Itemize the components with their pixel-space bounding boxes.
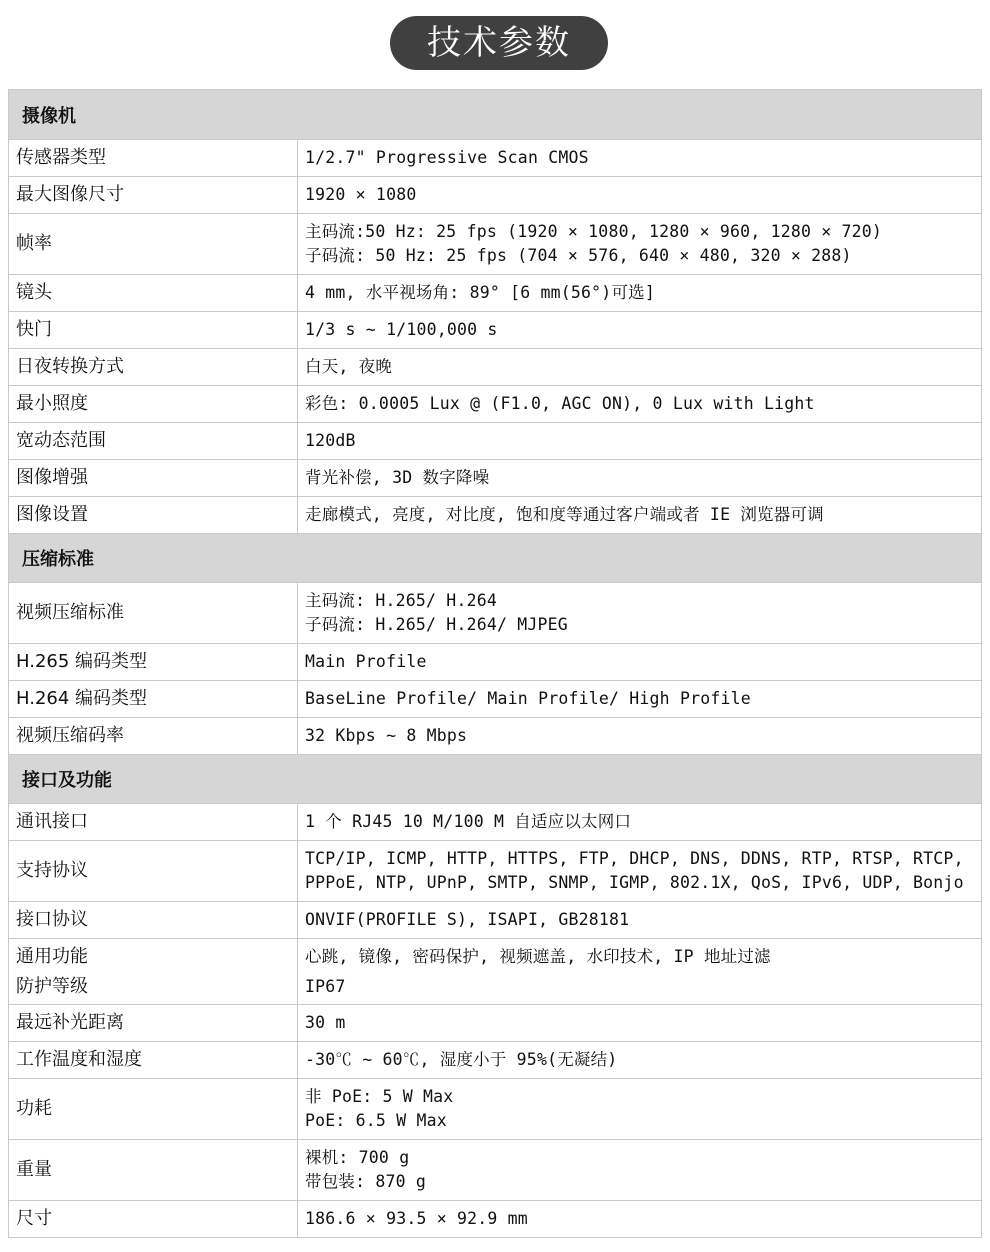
param-value <box>298 275 982 312</box>
param-name-line: 重量 <box>16 1159 52 1180</box>
param-name <box>9 386 298 423</box>
param-name <box>9 1140 298 1201</box>
param-value-line: 1/2.7" Progressive Scan CMOS <box>305 148 589 167</box>
table-row <box>9 681 982 718</box>
param-value-line: 子码流: H.265/ H.264/ MJPEG <box>305 615 568 634</box>
table-row <box>9 460 982 497</box>
table-row <box>9 1140 982 1201</box>
param-value <box>298 386 982 423</box>
table-row <box>9 1079 982 1140</box>
param-value-line: 带包装: 870 g <box>305 1172 427 1191</box>
param-name <box>9 497 298 534</box>
param-value-line: Main Profile <box>305 652 427 671</box>
param-value-line: 32 Kbps ~ 8 Mbps <box>305 726 468 745</box>
param-name <box>9 1079 298 1140</box>
param-name <box>9 423 298 460</box>
param-value <box>298 460 982 497</box>
param-name <box>9 214 298 275</box>
param-name <box>9 804 298 841</box>
param-value <box>298 177 982 214</box>
param-value <box>298 1140 982 1201</box>
param-value-line: 1/3 s ~ 1/100,000 s <box>305 320 498 339</box>
section-title: 压缩标准 <box>9 534 982 583</box>
param-name-line: 图像增强 <box>16 467 88 488</box>
param-name-line: 宽动态范围 <box>16 430 106 451</box>
param-name <box>9 681 298 718</box>
param-name <box>9 1201 298 1238</box>
param-value <box>298 1005 982 1042</box>
param-name-line: 图像设置 <box>16 504 88 525</box>
param-name <box>9 1005 298 1042</box>
param-name-line: H.264 编码类型 <box>16 688 148 709</box>
param-value <box>298 718 982 755</box>
param-name-line: 功耗 <box>16 1098 52 1119</box>
param-value <box>298 349 982 386</box>
table-row <box>9 349 982 386</box>
param-value-line: TCP/IP, ICMP, HTTP, HTTPS, FTP, DHCP, DNS, DDNS, RTP, RTSP, RTCP, <box>305 849 964 868</box>
param-name <box>9 718 298 755</box>
param-name <box>9 939 298 1005</box>
param-name-line: 最小照度 <box>16 393 88 414</box>
param-value <box>298 902 982 939</box>
table-row <box>9 902 982 939</box>
param-value-line: 心跳, 镜像, 密码保护, 视频遮盖, 水印技术, IP 地址过滤 <box>305 946 771 966</box>
table-row <box>9 386 982 423</box>
table-row <box>9 275 982 312</box>
table-row <box>9 1201 982 1238</box>
param-value-line: IP67 <box>305 976 346 996</box>
param-value <box>298 140 982 177</box>
param-value-line: 裸机: 700 g <box>305 1148 410 1167</box>
table-row <box>9 140 982 177</box>
section-header <box>9 90 982 140</box>
param-value-line: BaseLine Profile/ Main Profile/ High Profile <box>305 689 751 708</box>
table-row <box>9 804 982 841</box>
param-name-line: 视频压缩标准 <box>16 602 124 623</box>
param-value-line: 子码流: 50 Hz: 25 fps (704 × 576, 640 × 480, 320 × 288) <box>305 246 852 265</box>
section-title: 摄像机 <box>9 90 982 140</box>
param-name <box>9 460 298 497</box>
param-value-line: 非 PoE: 5 W Max <box>305 1087 454 1106</box>
param-value <box>298 497 982 534</box>
param-name-line: 传感器类型 <box>16 147 106 168</box>
param-name-line: 通讯接口 <box>16 811 88 832</box>
table-row <box>9 423 982 460</box>
param-name-line: 快门 <box>16 319 52 340</box>
param-name <box>9 644 298 681</box>
param-name-line: 工作温度和湿度 <box>16 1049 142 1070</box>
table-row <box>9 1042 982 1079</box>
param-name-line: 尺寸 <box>16 1208 52 1229</box>
param-name-line: 视频压缩码率 <box>16 725 124 746</box>
param-value-line: 白天, 夜晚 <box>305 357 393 376</box>
page-title: 技术参数 <box>390 16 608 70</box>
param-value <box>298 583 982 644</box>
param-value-line: 4 mm, 水平视场角: 89° [6 mm(56°)可选] <box>305 283 655 302</box>
param-name-line: 通用功能 <box>16 945 88 967</box>
param-name-line: 最远补光距离 <box>16 1012 124 1033</box>
param-name <box>9 583 298 644</box>
param-value <box>298 804 982 841</box>
param-value-line: 走廊模式, 亮度, 对比度, 饱和度等通过客户端或者 IE 浏览器可调 <box>305 505 824 524</box>
section-title: 接口及功能 <box>9 755 982 804</box>
param-value-line: PoE: 6.5 W Max <box>305 1111 447 1130</box>
param-value-line: PPPoE, NTP, UPnP, SMTP, SNMP, IGMP, 802.1X, QoS, IPv6, UDP, Bonjo <box>305 873 964 892</box>
table-row <box>9 939 982 1005</box>
param-value-line: -30℃ ~ 60℃, 湿度小于 95%(无凝结) <box>305 1050 618 1069</box>
param-value-line: 主码流: H.265/ H.264 <box>305 591 497 610</box>
spec-table <box>8 89 982 1238</box>
param-name-line: 接口协议 <box>16 909 88 930</box>
param-value-line: 186.6 × 93.5 × 92.9 mm <box>305 1209 528 1228</box>
table-row <box>9 1005 982 1042</box>
param-name <box>9 312 298 349</box>
table-row <box>9 497 982 534</box>
param-value-line: 1920 × 1080 <box>305 185 417 204</box>
param-value <box>298 312 982 349</box>
param-value <box>298 644 982 681</box>
param-name <box>9 177 298 214</box>
table-row <box>9 583 982 644</box>
param-value-line: 背光补偿, 3D 数字降噪 <box>305 468 490 487</box>
param-value-line: 彩色: 0.0005 Lux @ (F1.0, AGC ON), 0 Lux with Light <box>305 394 815 413</box>
param-name <box>9 275 298 312</box>
param-name <box>9 140 298 177</box>
param-value <box>298 681 982 718</box>
param-value <box>298 423 982 460</box>
table-row <box>9 177 982 214</box>
param-value-line: 120dB <box>305 431 356 450</box>
param-value <box>298 841 982 902</box>
section-header <box>9 534 982 583</box>
param-name-line: 帧率 <box>16 233 52 254</box>
param-name <box>9 902 298 939</box>
param-value <box>298 214 982 275</box>
param-name-line: 镜头 <box>16 282 52 303</box>
param-value <box>298 939 982 1005</box>
param-name-line: 防护等级 <box>16 975 88 997</box>
section-header <box>9 755 982 804</box>
param-name-line: 最大图像尺寸 <box>16 184 124 205</box>
param-value-line: 1 个 RJ45 10 M/100 M 自适应以太网口 <box>305 812 632 831</box>
table-row <box>9 312 982 349</box>
param-value <box>298 1201 982 1238</box>
table-row <box>9 214 982 275</box>
param-value-line: ONVIF(PROFILE S), ISAPI, GB28181 <box>305 910 630 929</box>
param-name <box>9 349 298 386</box>
param-name-line: H.265 编码类型 <box>16 651 148 672</box>
table-row <box>9 841 982 902</box>
param-value-line: 30 m <box>305 1013 346 1032</box>
param-value-line: 主码流:50 Hz: 25 fps (1920 × 1080, 1280 × 960, 1280 × 720) <box>305 222 883 241</box>
param-name <box>9 841 298 902</box>
title-bar <box>0 0 990 90</box>
table-row <box>9 644 982 681</box>
param-value <box>298 1042 982 1079</box>
param-name <box>9 1042 298 1079</box>
param-value <box>298 1079 982 1140</box>
table-row <box>9 718 982 755</box>
param-name-line: 支持协议 <box>16 860 88 881</box>
param-name-line: 日夜转换方式 <box>16 356 124 377</box>
